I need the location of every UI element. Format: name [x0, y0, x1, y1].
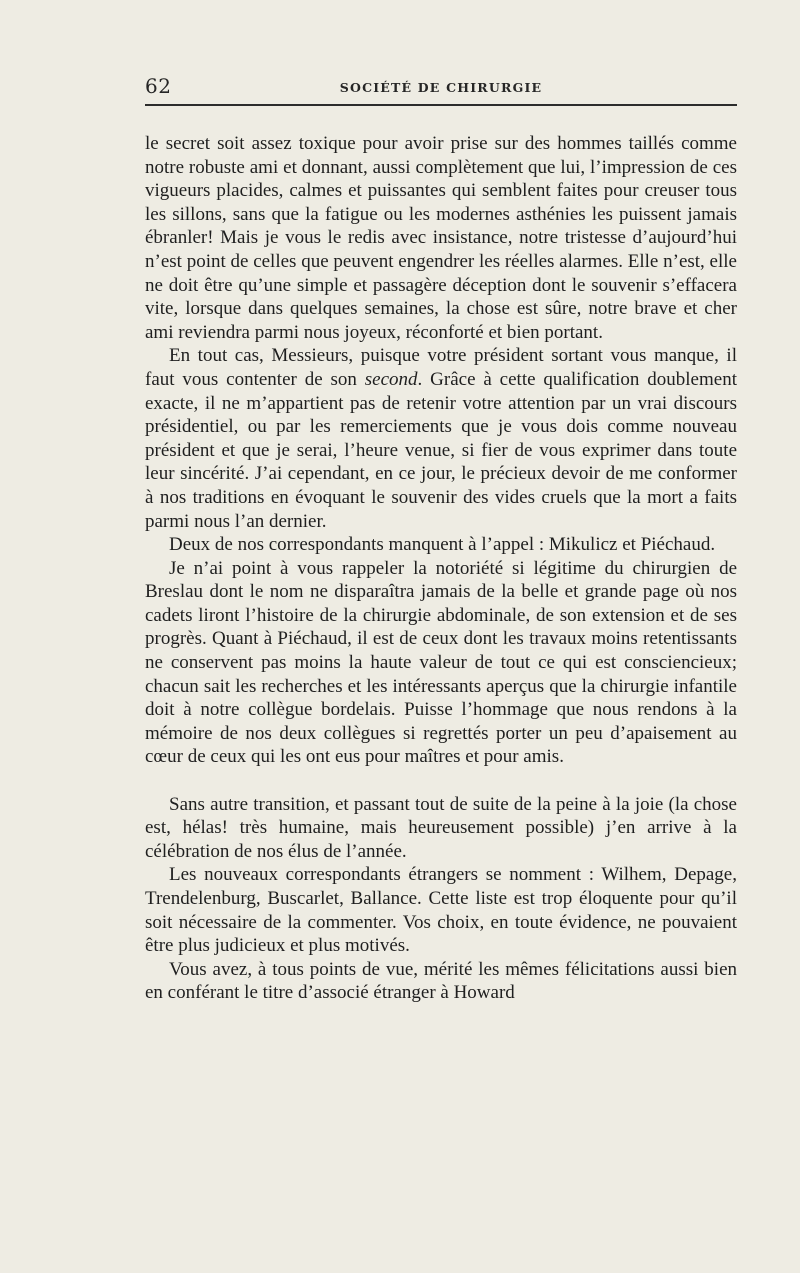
page-number: 62 — [145, 74, 172, 98]
paragraph-2-text-b: . Grâce à cette qualification doublement exacte, il ne m’appartient pas de retenir votre attention par un vrai discours présidentiel, ou par les remerciements que je vous dois comme nouveau président et que je serai, l’heure venue, si fier de vous exprimer dans toute leur sincérité. J’ai cependant, en ce jour, le précieux devoir de me conformer à nos traditions en évoquant le souvenir des vides cruels que la mort a faits parmi nous l’an dernier. — [145, 368, 737, 532]
running-title: SOCIÉTÉ DE CHIRURGIE — [339, 80, 543, 95]
paragraph-4-text: Je n’ai point à vous rappeler la notoriété si légitime du chirurgien de Breslau dont le nom ne disparaîtra jamais de la belle et grande page où nos cadets liront l’histoire de la chirurgie abdominale, de son extension et de ses progrès. Quant à Piéchaud, il est de ceux dont les travaux moins retentissants ne conservent pas moins la haute valeur de tout ce qui est consciencieux; chacun sait les recherches et les intéressants aperçus que la chirurgie infantile doit à notre collègue bordelais. Puisse l’hommage que nous rendons à la mémoire de nos deux collègues si regrettés porter un peu d’apaisement au cœur de ceux qui les ont eus pour maîtres et pour amis. — [145, 557, 737, 768]
paragraph-1-text: le secret soit assez toxique pour avoir prise sur des hommes taillés comme notre robuste ami et donnant, aussi complètement que lui, l’impression de ces vigueurs placides, calmes et puissantes qui semblent faites pour creuser tous les sillons, sans que la fatigue ou les modernes asthénies les puissent jamais ébranler! Mais je vous le redis avec insistance, notre tristesse d’aujourd’hui n’est point de celles que peuvent engendrer les réelles alarmes. Elle n’est, elle ne doit être qu’une simple et passagère déception dont le souvenir s’effacera vite, lorsque dans quelques semaines, la chose est sûre, notre brave et cher ami reviendra parmi nous joyeux, réconforté et bien portant. — [145, 133, 737, 343]
paragraph-5-text: Sans autre transition, et passant tout de suite de la peine à la joie (la chose est, hélas! très humaine, mais heureusement possible) j’en arrive à la célébration de nos élus de l’année. — [145, 793, 737, 862]
body-text — [145, 132, 737, 1005]
paragraph-1 — [145, 132, 737, 344]
section-gap — [145, 769, 737, 793]
header-rule — [145, 104, 737, 106]
paragraph-3-text: Deux de nos correspondants manquent à l’appel : Mikulicz et Piéchaud. — [169, 534, 716, 556]
paragraph-3 — [145, 533, 737, 557]
paragraph-2-emphasis: second — [364, 368, 418, 390]
paragraph-2-text-a: En tout cas, Messieurs, puisque votre président sortant vous manque, il faut vous contenter de son — [145, 345, 737, 390]
paragraph-2 — [145, 344, 737, 533]
paragraph-7-text: Vous avez, à tous points de vue, mérité les mêmes félicitations aussi bien en conférant le titre d’associé étranger à Howard — [145, 958, 737, 1004]
paragraph-4 — [145, 557, 737, 769]
page-header — [145, 74, 737, 102]
paragraph-5 — [145, 793, 737, 864]
paragraph-6 — [145, 863, 737, 957]
paragraph-6-text: Les nouveaux correspondants étrangers se nomment : Wilhem, Depage, Trendelenburg, Buscarlet, Ballance. Cette liste est trop éloquente pour qu’il soit nécessaire de la commenter. Vos choix, en toute évidence, ne pouvaient être plus judicieux et plus motivés. — [145, 864, 737, 957]
paragraph-7 — [145, 958, 737, 1005]
